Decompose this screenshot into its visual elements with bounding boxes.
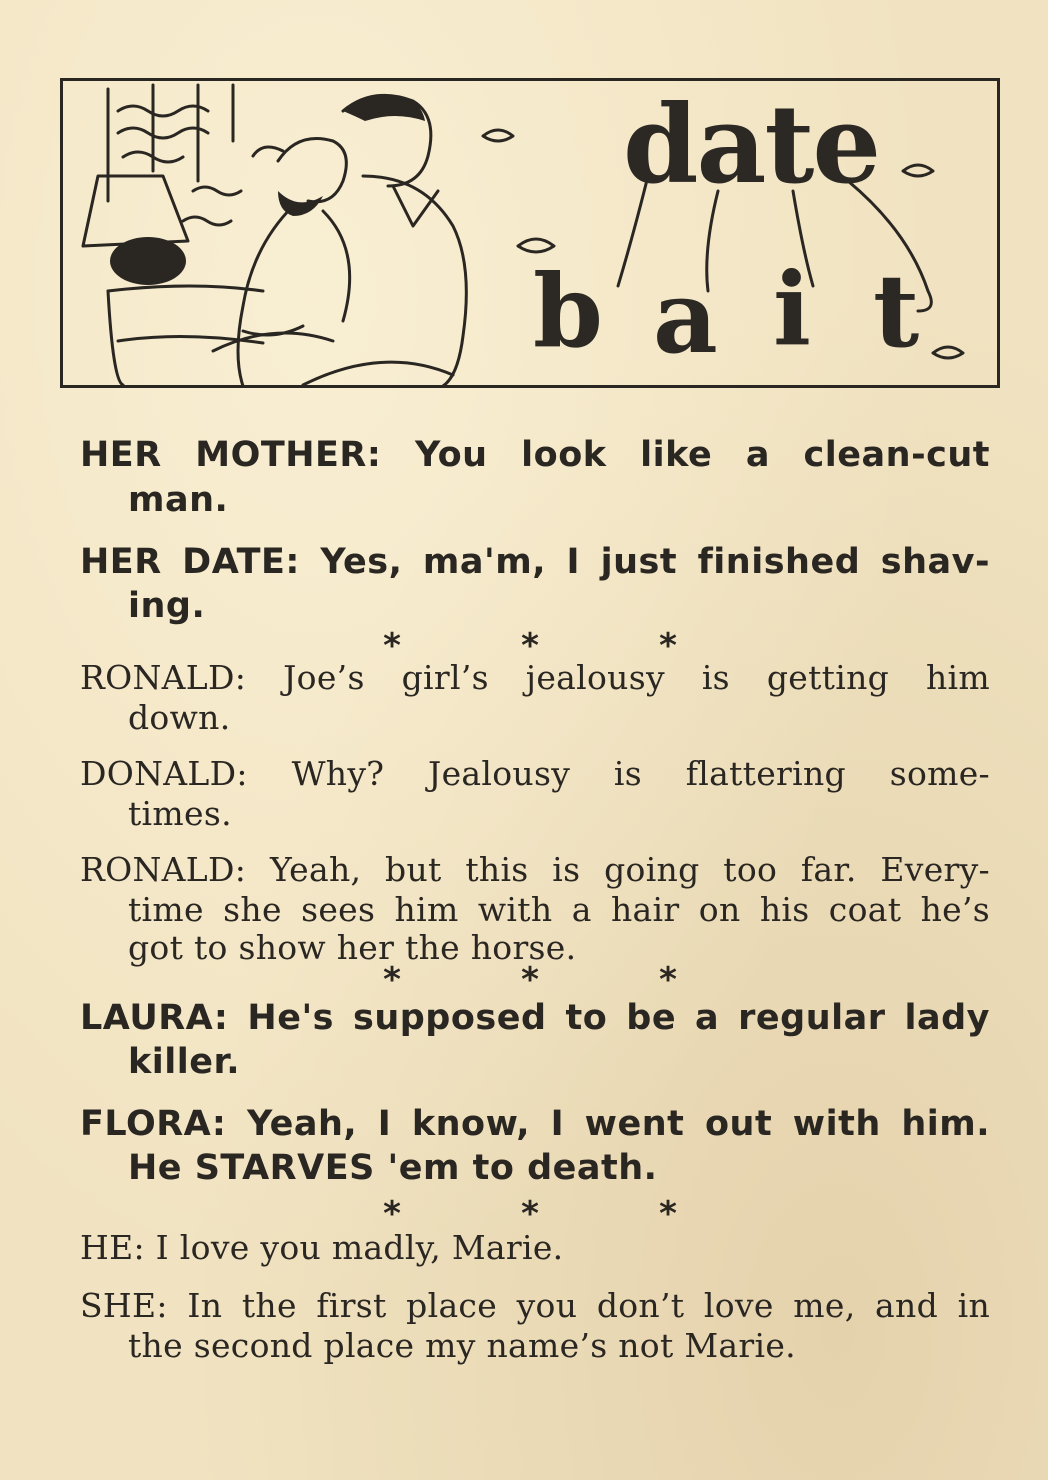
woman-body — [238, 206, 293, 385]
window-frame — [108, 85, 233, 201]
text-line: FLORA: Yeah, I know, I went out with him. — [80, 1104, 990, 1144]
asterisk: * — [659, 626, 677, 666]
text-line: DONALD: Why? Jealousy is flattering some- — [80, 754, 990, 793]
asterisk: * — [659, 1194, 677, 1234]
text-line: got to show her the horse. — [128, 928, 577, 967]
section-separator — [380, 960, 680, 1000]
lamp-base — [110, 237, 186, 285]
text-line: RONALD: Yeah, but this is going too far. Every- — [80, 850, 990, 889]
lamp-shade — [83, 176, 188, 246]
asterisk: * — [659, 960, 677, 1000]
text-line: ing. — [128, 586, 206, 626]
asterisk: * — [521, 626, 539, 666]
title-bait-letter: i — [773, 250, 811, 368]
title-date: date — [623, 82, 880, 208]
title-bait — [533, 250, 973, 376]
woman-head — [278, 139, 346, 202]
asterisk: * — [383, 626, 401, 666]
title-bait-letter: t — [873, 252, 920, 370]
title-bait-letter: b — [533, 252, 603, 370]
asterisk: * — [521, 1194, 539, 1234]
text-line: HE: I love you madly, Marie. — [80, 1228, 564, 1267]
text-line: the second place my name’s not Marie. — [128, 1326, 796, 1365]
text-line: LAURA: He's supposed to be a regular lady — [80, 998, 990, 1038]
date-bait-header-illustration — [60, 78, 1000, 388]
man-body — [363, 176, 466, 385]
text-line: down. — [128, 698, 231, 737]
text-line: SHE: In the first place you don’t love me, and in — [80, 1286, 990, 1325]
text-line: HER MOTHER: You look like a clean-cut — [80, 435, 990, 475]
asterisk: * — [383, 1194, 401, 1234]
asterisk: * — [383, 960, 401, 1000]
text-line: He STARVES 'em to death. — [128, 1148, 658, 1188]
text-line: time she sees him with a hair on his coat he’s — [128, 890, 990, 929]
text-line: RONALD: Joe’s girl’s jealousy is getting him — [80, 658, 990, 697]
asterisk: * — [521, 960, 539, 1000]
title-bait-letter: a — [653, 258, 718, 376]
text-line: man. — [128, 480, 229, 520]
text-line: times. — [128, 794, 232, 833]
text-line: HER DATE: Yes, ma'm, I just finished shav- — [80, 542, 990, 582]
text-line: killer. — [128, 1042, 241, 1082]
